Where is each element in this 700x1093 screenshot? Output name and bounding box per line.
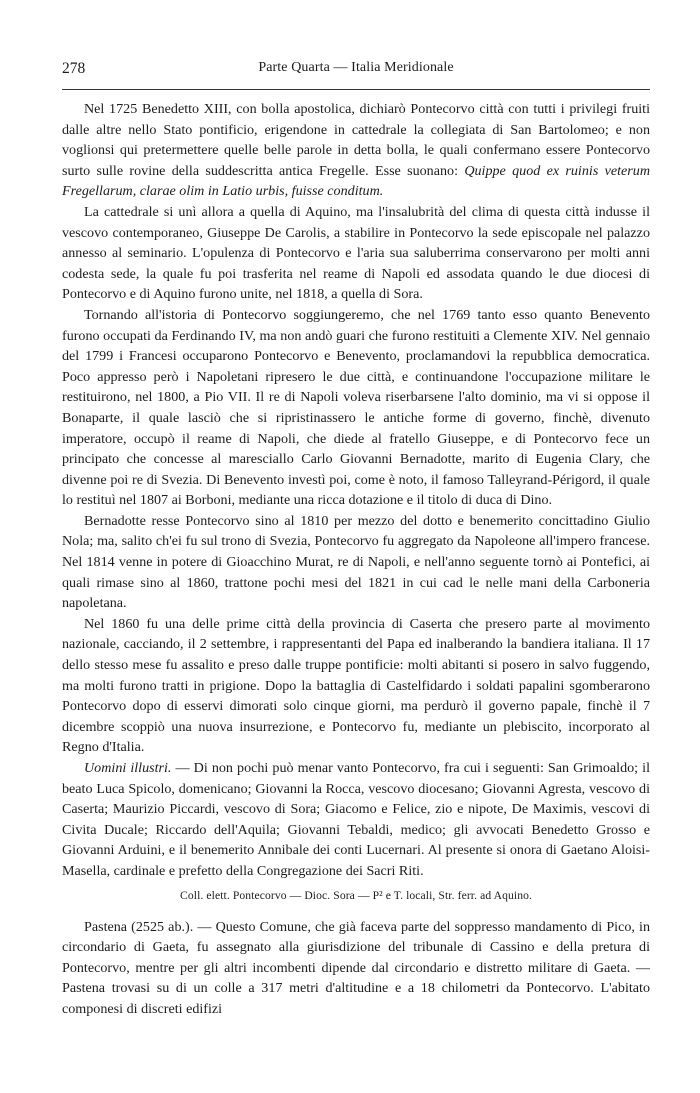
section-gap (62, 905, 650, 917)
page-number: 278 (62, 60, 86, 77)
running-header (62, 58, 650, 84)
paragraph-uomini-illustri (62, 758, 650, 882)
entry-pastena (62, 917, 650, 1020)
latin-quote: Quippe quod ex ruinis veterum Fregellarum, clarae olim in Latio urbis, fuisse conditum. (62, 162, 650, 200)
paragraph-text: Nel 1725 Benedetto XIII, con bolla apostolica, dichiarò Pontecorvo città con tutti i privilegi fruiti dalle altre nello Stato pontificio, erigendone in cattedrale la collegiata di San Bartolomeo; e non voglionsi qui pretermettere quelle belle parole in detta bolla, le quali confermano essere Pontecorvo surto sulle rovine della suddescritta antica Fregelle. Esse suonano: (62, 101, 650, 179)
paragraph-text: La cattedrale si unì allora a quella di Aquino, ma l'insalubrità del clima di questa città indusse il vescovo contemporaneo, Giuseppe De Carolis, a stabilire in Pontecorvo la sede episcopale nel palazzo annesso al seminario. L'opulenza di Pontecorvo e l'aria sua saluberrima conservarono per molti anni codesta sede, la quale fu poi trasferita nel reame di Napoli ed assodata quando le due diocesi di Pontecorvo e di Aquino furono unite, nel 1818, a quella di Sora. (62, 203, 650, 303)
paragraph-text: Tornando all'istoria di Pontecorvo soggiungeremo, che nel 1769 tanto esso quanto Benevento furono occupati da Ferdinando IV, ma non andò guari che furono restituiti a Clemente XIV. Nel gennaio del 1799 i Francesi occuparono Pontecorvo e Benevento, proclamandovi la repubblica democratica. Poco appresso però i Napoletani ripresero le due città, e continuandone l'occupazione militare le restituirono, nel 1800, a Pio VII. Il re di Napoli voleva riserbarsene l'alto dominio, ma vi si oppose il Bonaparte, il quale lasciò che si ripristinassero le antiche forme di governo, finchè, divenuto imperatore, occupò il reame di Napoli, che diede al fratello Giuseppe, e di Pontecorvo fece un principato che concesse al maresciallo Carlo Giovanni Bernadotte, marito di Eugenia Clary, che divenne poi re di Svezia. Di Benevento investì poi, come è noto, il famoso Talleyrand-Périgord, il quale lo restituì nel 1807 ai Borboni, mediante una ricca dotazione e il titolo di duca di Dino. (62, 306, 650, 509)
paragraph-text: Bernadotte resse Pontecorvo sino al 1810 per mezzo del dotto e benemerito concittadino Giulio Nola; ma, salito ch'ei fu sul trono di Svezia, Pontecorvo fu aggregato da Napoleone all'impero francese. Nel 1814 venne in potere di Gioacchino Murat, re di Napoli, e nell'anno seguente tornò ai Pontefici, ai quali rimase sino al 1860, trattone pochi mesi del 1821 in cui cad le nelle mani della Carboneria napoletana. (62, 512, 650, 612)
header-rule (62, 89, 650, 90)
book-page (62, 58, 650, 1020)
paragraph-cattedrale (62, 202, 650, 305)
paragraph-bernadotte (62, 511, 650, 614)
section-lead: Uomini illustri. (84, 760, 172, 776)
paragraph-text: Nel 1860 fu una delle prime città della provincia di Caserta che presero parte al movimento nazionale, cacciando, il 2 settembre, i rappresentanti del Papa ed inalberando la bandiera italiana. Il 17 dello stesso mese fu assalito e preso dalle truppe pontificie: molti abitanti si posero in salvo fuggendo, ma molti furono tratti in prigione. Dopo la battaglia di Castelfidardo i soldati papalini sgomberarono Pontecorvo dopo di esservi dimorati solo cinque giorni, ma perdurò il governo papale, finchè il 7 dicembre scoppiò una nuova insurrezione, e Pontecorvo fu, mediante un plebiscito, incorporato al Regno d'Italia. (62, 615, 650, 756)
paragraph-istoria (62, 305, 650, 511)
main-text (62, 99, 650, 1020)
entry-text: Pastena (2525 ab.). — Questo Comune, che già faceva parte del soppresso mandamento di Pico, in circondario di Gaeta, fu assegnato alla giurisdizione del tribunale di Cassino e della pretura di Pontecorvo, mentre per gli altri incombenti dipende dal circondario e distretto militare di Gaeta. — Pastena trovasi su di un colle a 317 metri d'altitudine e a 18 chilometri da Pontecorvo. L'abitato componesi di discreti edifizi (62, 918, 650, 1017)
paragraph-1860 (62, 614, 650, 758)
paragraph-bolla (62, 99, 650, 202)
paragraph-text: — Di non pochi può menar vanto Pontecorvo, fra cui i seguenti: San Grimoaldo; il beato Luca Spicolo, domenicano; Giovanni la Rocca, vescovo diocesano; Giovanni Agresta, vescovo di Caserta; Maurizio Piccardi, vescovo di Sora; Giacomo e Felice, zio e nipote, De Maximis, vescovi di Civita Ducale; Riccardo dell'Aquila; Giovanni Tebaldi, medico; gli avvocati Benedetto Grosso e Giovanni Arduini, e il benemerito Annibale dei conti Lucernari. Al presente si onora di Gaetano Aloisi-Masella, cardinale e prefetto della Congregazione dei Sacri Riti. (62, 760, 650, 879)
electoral-note: Coll. elett. Pontecorvo — Dioc. Sora — P² e T. locali, Str. ferr. ad Aquino. (180, 888, 532, 902)
running-title: Parte Quarta — Italia Meridionale (258, 60, 454, 75)
